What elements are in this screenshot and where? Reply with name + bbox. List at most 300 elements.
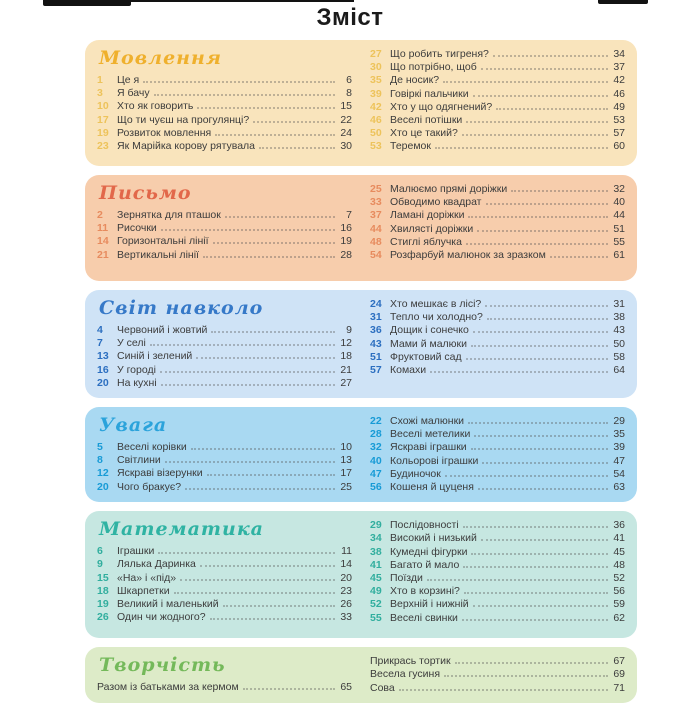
entry-page: 9 [346,324,352,336]
toc-entry [97,681,352,694]
entry-title: «На» і «під» [117,571,177,584]
entry-number: 30 [370,61,382,74]
entry-page: 12 [340,337,352,350]
entry-page: 46 [613,87,625,100]
dot-leader [200,565,335,567]
section-entries-right [370,655,625,695]
entry-page: 19 [340,235,352,248]
entry-title: Це я [117,74,140,86]
entry-page: 24 [340,126,352,139]
entry-page: 7 [346,209,352,221]
toc-entry [97,545,352,558]
entry-title: Яскраві візерунки [117,467,203,480]
toc-entry [97,209,352,222]
entry-page: 40 [613,196,625,209]
dot-leader [464,592,608,594]
entry-number: 1 [97,74,103,86]
entry-page: 17 [340,467,352,480]
entry-page: 48 [613,558,625,571]
entry-page: 42 [613,74,625,87]
entry-number: 12 [97,467,109,480]
entry-page: 15 [340,100,352,113]
toc-entry [370,546,625,559]
entry-number: 26 [97,611,109,624]
entry-page: 31 [613,298,625,310]
dot-leader [481,539,608,541]
toc-section [85,407,637,502]
entry-number: 55 [370,611,382,624]
entry-title: Хто в корзині? [390,585,460,598]
dot-leader [154,94,335,96]
toc-section [85,290,637,398]
toc-entry [370,481,625,494]
dot-leader [430,371,608,373]
entry-number: 16 [97,363,109,376]
section-entries-left [97,209,352,262]
toc-entry [370,682,625,695]
entry-title: Лялька Даринка [117,558,196,571]
entry-title: Великий і маленький [117,598,219,611]
dot-leader [487,318,608,320]
entry-title: Хвилясті доріжки [390,222,474,235]
toc-entry [370,236,625,249]
toc-entry [97,377,352,390]
entry-title: Шкарпетки [117,584,170,597]
dot-leader [160,371,335,373]
toc-entry [370,428,625,441]
entry-page: 54 [613,467,625,480]
entry-title: Яскраві іграшки [390,441,467,454]
entry-page: 57 [613,127,625,140]
section-right-column [370,655,625,695]
dot-leader [165,461,335,463]
entry-title: Фруктовий сад [390,350,462,363]
section-left-column [97,519,352,630]
entry-title: У селі [117,337,146,350]
entry-title: Хто у що одягнений? [390,100,493,113]
entry-page: 36 [613,519,625,532]
entry-number: 7 [97,337,103,350]
entry-title: Що потрібно, щоб [390,61,477,74]
entry-title: Що робить тигреня? [390,48,489,60]
section-right-column [370,519,625,630]
dot-leader [481,68,608,70]
section-right-column [370,415,625,494]
entry-number: 19 [97,126,109,139]
dot-leader [196,357,335,359]
entry-number: 37 [370,209,382,222]
dot-leader [223,605,335,607]
entry-number: 39 [370,87,382,100]
entry-page: 60 [613,140,625,153]
entry-page: 63 [613,481,625,494]
entry-number: 34 [370,532,382,545]
section-title: Математика [99,518,264,541]
entry-title: Один чи жодного? [117,611,206,624]
toc-entry [97,481,352,494]
entry-title: Послідовності [390,519,459,532]
dot-leader [253,121,335,123]
toc-entry [97,235,352,248]
entry-title: Синій і зелений [117,350,193,363]
dot-leader [477,230,608,232]
entry-title: Кошеня й цуценя [390,481,474,494]
entry-number: 11 [97,222,109,235]
dot-leader [203,256,335,258]
section-entries-left [97,681,352,694]
toc-entry [97,598,352,611]
toc-entry [370,441,625,454]
section-entries-right [370,519,625,625]
toc-entry [370,249,625,262]
entry-title: Я бачу [117,87,150,100]
entry-title: Веселі корівки [117,441,187,454]
dot-leader [197,107,335,109]
entry-number: 2 [97,209,103,221]
entry-number: 27 [370,48,382,60]
entry-title: Як Марійка корову рятувала [117,140,256,153]
entry-number: 19 [97,598,109,611]
dot-leader [462,134,608,136]
entry-title: Розфарбуй малюнок за зразком [390,249,546,262]
entry-number: 6 [97,545,103,558]
dot-leader [158,552,335,554]
dot-leader [243,688,335,690]
dot-leader [445,475,608,477]
entry-number: 45 [370,572,382,585]
toc-entry [97,454,352,467]
entry-page: 16 [340,222,352,235]
entry-title: У городі [117,363,156,376]
toc-entry [97,140,352,153]
toc-entry [370,209,625,222]
dot-leader [482,462,608,464]
dot-leader [466,121,608,123]
entry-number: 53 [370,140,382,153]
dot-leader [468,422,608,424]
entry-number: 28 [370,428,382,441]
dot-leader [473,331,608,333]
section-title: Мовлення [99,47,223,69]
entry-number: 33 [370,196,382,209]
section-entries-right [370,298,625,377]
entry-title: Червоний і жовтий [117,324,208,336]
entry-title: Схожі малюнки [390,415,465,428]
entry-number: 57 [370,364,382,377]
entry-title: Вертикальні лінії [117,248,199,261]
toc-entry [97,558,352,571]
toc-entry [370,324,625,337]
entry-number: 31 [370,311,382,324]
entry-title: На кухні [117,376,157,389]
entry-title: Прикрась тортик [370,655,451,668]
entry-page: 71 [613,681,625,694]
section-entries-left [97,545,352,624]
entry-number: 3 [97,87,103,100]
section-left-column [97,48,352,158]
toc-entry [97,87,352,100]
toc-section [85,511,637,638]
entry-number: 4 [97,324,103,336]
entry-title: Малюємо прямі доріжки [390,183,508,195]
entry-page: 39 [613,441,625,454]
dot-leader [466,358,608,360]
toc-entry [97,74,352,87]
entry-title: Зернятка для пташок [117,209,221,221]
entry-page: 29 [613,415,625,428]
entry-title: Хто мешкає в лісі? [390,298,482,310]
dot-leader [486,203,609,205]
section-title: Світ навколо [99,297,264,319]
section-title: Письмо [99,182,192,204]
toc-entry [370,140,625,153]
toc-entry [97,222,352,235]
entry-title: Будиночок [390,467,441,480]
dot-leader [161,384,335,386]
entry-number: 32 [370,441,382,454]
entry-number: 14 [97,235,109,248]
entry-title: Кумедні фігурки [390,545,468,558]
toc-entry [370,612,625,625]
entry-number: 52 [370,598,382,611]
entry-page: 59 [613,598,625,611]
dot-leader [444,675,608,677]
entry-page: 30 [340,140,352,153]
toc-entry [370,74,625,87]
dot-leader [474,435,608,437]
entry-page: 47 [613,454,625,467]
toc-entry [370,519,625,532]
entry-title: Хто як говорить [117,100,194,113]
entry-page: 26 [340,598,352,611]
entry-page: 34 [613,48,625,60]
entry-title: Горизонтальні лінії [117,235,209,248]
entry-number: 47 [370,467,382,480]
entry-page: 27 [340,376,352,389]
entry-title: Багато й мало [390,558,460,571]
entry-title: Веселі свинки [390,611,458,624]
entry-number: 10 [97,100,109,113]
entry-number: 36 [370,324,382,337]
entry-page: 55 [613,235,625,248]
entry-page: 53 [613,114,625,127]
entry-number: 44 [370,222,382,235]
entry-page: 20 [340,571,352,584]
toc-entry [370,655,625,668]
toc-entry [370,223,625,236]
dot-leader [462,619,608,621]
dot-leader [471,448,608,450]
entry-page: 61 [613,249,625,262]
entry-page: 33 [340,611,352,624]
entry-title: Комахи [390,364,427,377]
entry-title: Верхній і нижній [390,598,469,611]
entry-page: 22 [340,113,352,126]
toc-entry [370,196,625,209]
entry-title: Разом із батьками за кермом [97,681,239,694]
dot-leader [143,81,335,83]
toc-entry [97,114,352,127]
entry-page: 64 [613,364,625,377]
dot-leader [473,605,608,607]
toc-entry [370,468,625,481]
entry-page: 41 [613,532,625,545]
dot-leader [463,566,608,568]
toc-entry [370,351,625,364]
entry-number: 8 [97,454,103,467]
entry-title: Поїзди [390,572,423,585]
entry-number: 43 [370,337,382,350]
toc-entry [97,249,352,262]
section-right-column [370,298,625,390]
entry-number: 9 [97,558,103,571]
entry-number: 17 [97,113,109,126]
section-title: Увага [99,414,168,437]
dot-leader [496,108,608,110]
section-entries-right [370,48,625,154]
entry-number: 15 [97,571,109,584]
entry-title: Дощик і сонечко [390,324,469,337]
toc-entry [370,532,625,545]
entry-page: 43 [613,324,625,337]
dot-leader [427,579,608,581]
entry-title: Веселі метелики [390,428,471,441]
toc-entry [97,572,352,585]
entry-number: 40 [370,454,382,467]
entry-page: 32 [613,183,625,195]
section-left-column [97,183,352,273]
dot-leader [463,526,608,528]
toc-section [85,175,637,281]
entry-number: 13 [97,350,109,363]
dot-leader [468,216,608,218]
entry-number: 23 [97,140,109,153]
entry-title: Теремок [390,140,431,153]
entry-title: Іграшки [117,545,155,558]
toc-entry [97,127,352,140]
toc-entry [97,324,352,337]
dot-leader [550,256,608,258]
dot-leader [259,147,335,149]
entry-number: 50 [370,127,382,140]
toc-entry [97,100,352,113]
dot-leader [225,216,335,218]
entry-number: 51 [370,350,382,363]
toc-entry [370,585,625,598]
entry-title: Рисочки [117,222,157,235]
entry-number: 20 [97,376,109,389]
entry-number: 49 [370,585,382,598]
entry-page: 11 [341,545,352,558]
entry-title: Тепло чи холодно? [390,311,483,324]
section-right-column [370,48,625,158]
section-title: Творчість [99,654,226,677]
entry-page: 28 [340,248,352,261]
entry-number: 18 [97,584,109,597]
entry-page: 13 [340,454,352,467]
entry-number: 29 [370,519,382,532]
entry-title: Де носик? [390,74,440,87]
page-title: Зміст [316,4,384,31]
entry-number: 42 [370,100,382,113]
section-entries-left [97,324,352,390]
dot-leader [211,331,335,333]
toc-sections [85,40,637,703]
dot-leader [174,592,335,594]
toc-entry [370,668,625,681]
entry-page: 35 [613,428,625,441]
toc-entry [370,48,625,61]
entry-title: Сова [370,681,395,694]
section-entries-left [97,74,352,153]
entry-page: 52 [613,572,625,585]
dot-leader [150,344,335,346]
entry-title: Хто це такий? [390,127,458,140]
toc-entry [370,298,625,311]
toc-entry [370,101,625,114]
entry-page: 51 [613,222,625,235]
entry-page: 50 [613,337,625,350]
section-entries-right [370,183,625,262]
scan-artifact-top [128,0,354,2]
entry-title: Чого бракує? [117,480,182,493]
entry-number: 46 [370,114,382,127]
entry-page: 62 [613,611,625,624]
dot-leader [443,81,608,83]
entry-title: Кольорові іграшки [390,454,479,467]
entry-title: Весела гусиня [370,668,441,681]
dot-leader [215,134,335,136]
toc-entry [370,559,625,572]
entry-page: 18 [340,350,352,363]
toc-entry [370,127,625,140]
dot-leader [191,448,335,450]
section-right-column [370,183,625,273]
entry-page: 56 [613,585,625,598]
entry-title: Говіркі пальчики [390,87,469,100]
dot-leader [210,618,335,620]
entry-number: 5 [97,441,103,454]
toc-entry [370,88,625,101]
entry-title: Стиглі яблучка [390,235,462,248]
entry-title: Що ти чуєш на прогулянці? [117,113,250,126]
toc-entry [370,114,625,127]
entry-number: 20 [97,480,109,493]
toc-section [85,40,637,166]
dot-leader [471,345,608,347]
dot-leader [485,305,608,307]
entry-page: 45 [613,545,625,558]
entry-page: 23 [340,584,352,597]
section-left-column [97,655,352,695]
dot-leader [511,190,608,192]
dot-leader [207,474,335,476]
entry-number: 56 [370,481,382,494]
toc-section [85,647,637,703]
section-left-column [97,415,352,494]
toc-entry [97,364,352,377]
toc-entry [370,598,625,611]
entry-page: 69 [613,668,625,681]
toc-entry [97,337,352,350]
toc-entry [370,455,625,468]
dot-leader [185,488,335,490]
entry-page: 14 [340,558,352,571]
dot-leader [473,95,608,97]
entry-title: Розвиток мовлення [117,126,212,139]
toc-entry [370,311,625,324]
entry-number: 25 [370,183,382,195]
